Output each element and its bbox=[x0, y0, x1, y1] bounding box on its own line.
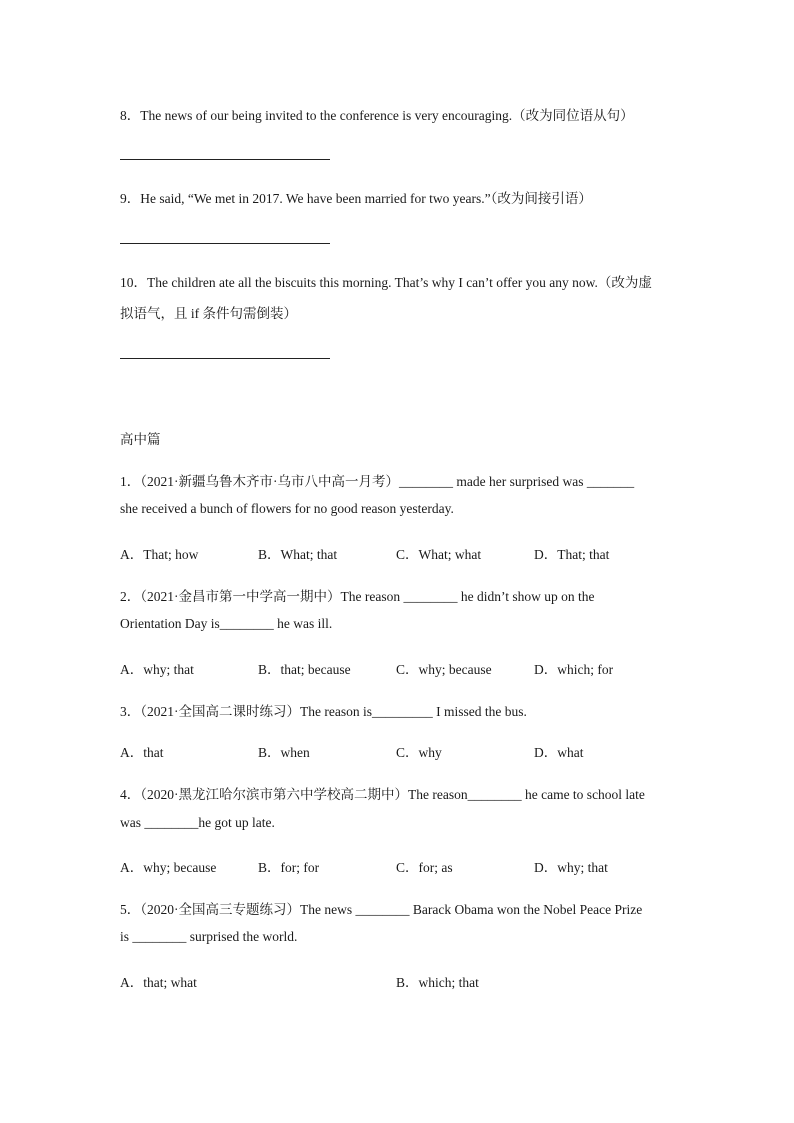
option-4-c: C．for; as bbox=[396, 860, 453, 875]
answer-line-9 bbox=[120, 243, 330, 244]
option-2-b: B．that; because bbox=[258, 662, 351, 677]
option-2-d: D．which; for bbox=[534, 662, 614, 677]
option-1-b: B．What; that bbox=[258, 547, 338, 562]
section-title: 高中篇 bbox=[120, 432, 161, 447]
option-3-d: D．what bbox=[534, 745, 584, 760]
option-3-c: C．why bbox=[396, 745, 442, 760]
mc-question-1-line1: 1．（2021·新疆乌鲁木齐市·乌市八中高一月考）________ made her surprised was _______ bbox=[120, 474, 635, 489]
mc-question-5-line2: is ________ surprised the world. bbox=[120, 929, 298, 944]
option-2-c: C．why; because bbox=[396, 662, 492, 677]
mc-question-4-line2: was ________he got up late. bbox=[120, 815, 275, 830]
answer-line-10 bbox=[120, 358, 330, 359]
option-4-b: B．for; for bbox=[258, 860, 320, 875]
mc-question-2-line1: 2．（2021·金昌市第一中学高一期中）The reason ________ he didn’t show up on the bbox=[120, 589, 595, 604]
option-1-c: C．What; what bbox=[396, 547, 482, 562]
mc-question-3-line1: 3．（2021·全国高二课时练习）The reason is_________ I missed the bus. bbox=[120, 704, 527, 719]
question-9: 9．He said, “We met in 2017. We have been married for two years.”（改为间接引语） bbox=[120, 191, 592, 206]
option-5-b: B．which; that bbox=[396, 975, 479, 990]
option-4-a: A．why; because bbox=[120, 860, 217, 875]
mc-question-1-line2: she received a bunch of flowers for no good reason yesterday. bbox=[120, 501, 454, 516]
option-1-a: A．That; how bbox=[120, 547, 199, 562]
mc-question-4-line1: 4．（2020·黑龙江哈尔滨市第六中学校高二期中）The reason________ he came to school late bbox=[120, 787, 645, 802]
mc-question-2-line2: Orientation Day is________ he was ill. bbox=[120, 616, 333, 631]
question-10-line2: 拟语气，且 if 条件句需倒装） bbox=[120, 306, 297, 321]
question-8: 8．The news of our being invited to the conference is very encouraging.（改为同位语从句） bbox=[120, 108, 634, 123]
option-2-a: A．why; that bbox=[120, 662, 194, 677]
answer-line-8 bbox=[120, 159, 330, 160]
question-10-line1: 10．The children ate all the biscuits this morning. That’s why I can’t offer you any now.（改为虚 bbox=[120, 275, 652, 290]
option-3-b: B．when bbox=[258, 745, 310, 760]
option-4-d: D．why; that bbox=[534, 860, 608, 875]
option-3-a: A．that bbox=[120, 745, 164, 760]
mc-question-5-line1: 5．（2020·全国高三专题练习）The news ________ Barack Obama won the Nobel Peace Prize bbox=[120, 902, 643, 917]
option-1-d: D．That; that bbox=[534, 547, 610, 562]
option-5-a: A．that; what bbox=[120, 975, 197, 990]
